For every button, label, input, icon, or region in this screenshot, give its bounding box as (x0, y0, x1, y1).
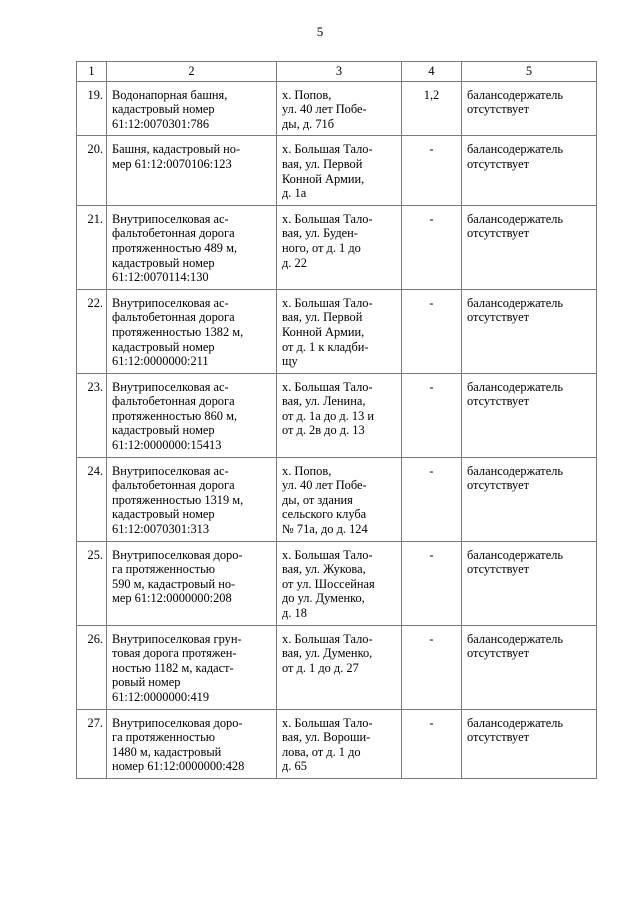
object-address: х. Большая Тало- вая, ул. Буден- ного, от д. 1 до д. 22 (277, 205, 402, 289)
object-address: х. Большая Тало- вая, ул. Первой Конной Армии, д. 1а (277, 136, 402, 205)
object-name: Внутрипоселковая доро- га протяженностью 590 м, кадастровый но- мер 61:12:0000000:208 (107, 541, 277, 625)
table-row (77, 136, 597, 205)
object-name: Внутрипоселковая ас- фальтобетонная дорога протяженностью 1382 м, кадастровый номер 61:12:0000000:211 (107, 289, 277, 373)
table-row (77, 289, 597, 373)
object-name: Водонапорная башня, кадастровый номер 61:12:0070301:786 (107, 81, 277, 136)
row-number: 21. (77, 205, 107, 289)
object-address: х. Большая Тало- вая, ул. Ленина, от д. 1а до д. 13 и от д. 2в до д. 13 (277, 373, 402, 457)
object-address: х. Большая Тало- вая, ул. Первой Конной Армии, от д. 1 к кладби- щу (277, 289, 402, 373)
object-name: Башня, кадастровый но- мер 61:12:0070106:123 (107, 136, 277, 205)
row-number: 20. (77, 136, 107, 205)
table-row (77, 81, 597, 136)
column-header: 4 (402, 62, 462, 82)
column-header: 1 (77, 62, 107, 82)
row-number: 27. (77, 709, 107, 778)
object-address: х. Большая Тало- вая, ул. Жукова, от ул. Шоссейная до ул. Думенко, д. 18 (277, 541, 402, 625)
table-row (77, 205, 597, 289)
table-row (77, 709, 597, 778)
object-address: х. Попов, ул. 40 лет Побе- ды, от здания сельского клуба № 71а, до д. 124 (277, 457, 402, 541)
object-name: Внутрипоселковая ас- фальтобетонная дорога протяженностью 489 м, кадастровый номер 61:12:0070114:130 (107, 205, 277, 289)
balance-holder: балансодержатель отсутствует (462, 457, 597, 541)
object-address: х. Большая Тало- вая, ул. Думенко, от д. 1 до д. 27 (277, 625, 402, 709)
object-area: - (402, 541, 462, 625)
balance-holder: балансодержатель отсутствует (462, 709, 597, 778)
object-area: - (402, 709, 462, 778)
table-header-row (77, 62, 597, 82)
balance-holder: балансодержатель отсутствует (462, 625, 597, 709)
balance-holder: балансодержатель отсутствует (462, 373, 597, 457)
table-row (77, 457, 597, 541)
object-area: - (402, 136, 462, 205)
balance-holder: балансодержатель отсутствует (462, 136, 597, 205)
object-name: Внутрипоселковая грун- товая дорога протяжен- ностью 1182 м, кадаст- ровый номер 61:12:0000000:419 (107, 625, 277, 709)
object-address: х. Большая Тало- вая, ул. Вороши- лова, от д. 1 до д. 65 (277, 709, 402, 778)
object-name: Внутрипоселковая ас- фальтобетонная дорога протяженностью 1319 м, кадастровый номер 61:12:0070301:313 (107, 457, 277, 541)
balance-holder: балансодержатель отсутствует (462, 81, 597, 136)
object-area: 1,2 (402, 81, 462, 136)
column-header: 5 (462, 62, 597, 82)
row-number: 24. (77, 457, 107, 541)
object-area: - (402, 457, 462, 541)
page-number: 5 (316, 24, 324, 39)
row-number: 25. (77, 541, 107, 625)
object-name: Внутрипоселковая доро- га протяженностью 1480 м, кадастровый номер 61:12:0000000:428 (107, 709, 277, 778)
object-area: - (402, 289, 462, 373)
object-area: - (402, 373, 462, 457)
column-header: 3 (277, 62, 402, 82)
row-number: 19. (77, 81, 107, 136)
property-table (76, 61, 597, 779)
balance-holder: балансодержатель отсутствует (462, 289, 597, 373)
table-row (77, 541, 597, 625)
row-number: 23. (77, 373, 107, 457)
object-area: - (402, 205, 462, 289)
object-area: - (402, 625, 462, 709)
object-name: Внутрипоселковая ас- фальтобетонная дорога протяженностью 860 м, кадастровый номер 61:12:0000000:15413 (107, 373, 277, 457)
balance-holder: балансодержатель отсутствует (462, 205, 597, 289)
column-header: 2 (107, 62, 277, 82)
table-row (77, 373, 597, 457)
object-address: х. Попов, ул. 40 лет Побе- ды, д. 71б (277, 81, 402, 136)
table-row (77, 625, 597, 709)
row-number: 22. (77, 289, 107, 373)
row-number: 26. (77, 625, 107, 709)
balance-holder: балансодержатель отсутствует (462, 541, 597, 625)
